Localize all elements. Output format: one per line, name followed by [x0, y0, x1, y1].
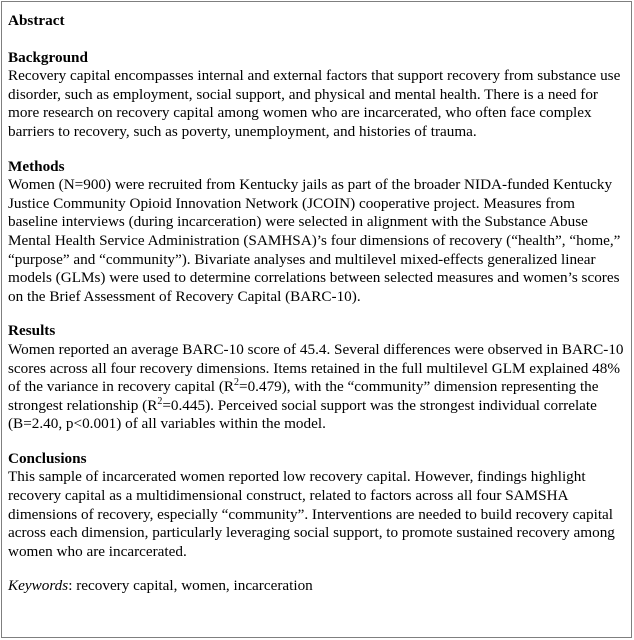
background-heading: Background: [8, 48, 88, 66]
keywords-text: recovery capital, women, incarceration: [76, 577, 313, 595]
results-text: [8, 341, 628, 434]
keywords-separator: :: [68, 577, 77, 595]
conclusions-text: This sample of incarcerated women reported low recovery capital. However, findings highlight recovery capital as a multidimensional construct, related to factors across all four SAMSHA dimensions of recovery, especially “community”. Interventions are needed to build recovery capital across each dimension, particularly leveraging social support, to promote sustained recovery among women who are incarcerated.: [8, 468, 615, 560]
keywords-line: [8, 577, 628, 596]
conclusions-section: [8, 450, 628, 562]
abstract-document: [8, 12, 628, 596]
methods-section: [8, 158, 628, 307]
results-heading: Results: [8, 322, 56, 340]
abstract-title: Abstract: [8, 12, 65, 29]
methods-text: Women (N=900) were recruited from Kentucky jails as part of the broader NIDA-funded Kentucky Justice Community Opioid Innovation Network (JCOIN) cooperative project. Measures from baseline interviews (during incarceration) were selected in alignment with the Substance Abuse Mental Health Service Administration (SAMHSA)’s four dimensions of recovery (“health”, “home,” “purpose” and “community”). Bivariate analyses and multilevel mixed-effects generalized linear models (GLMs) were used to determine correlations between selected measures and women’s scores on the Brief Assessment of Recovery Capital (BARC-10).: [8, 176, 621, 305]
results-superscript-2: 2: [157, 395, 163, 407]
results-text-part2: =0.479), with the “community” dimension representing the strongest relationship (R: [8, 378, 599, 414]
results-text-part3: =0.445). Perceived social support was the strongest individual correlate (B=2.40, p<0.001) of all variables within the model.: [8, 396, 597, 433]
background-text: Recovery capital encompasses internal and external factors that support recovery from substance use disorder, such as employment, social support, and physical and mental health. There is a need for more research on recovery capital among women who are incarcerated, who often face complex barriers to recovery, such as poverty, unemployment, and histories of trauma.: [8, 67, 621, 140]
keywords-label: Keywords: [8, 577, 69, 595]
conclusions-heading: Conclusions: [8, 449, 87, 467]
methods-heading: Methods: [8, 157, 65, 175]
results-text-part1: Women reported an average BARC-10 score of 45.4. Several differences were observed in BARC-10 scores across all four recovery dimensions. Items retained in the full multilevel GLM explained 48% of the variance in recovery capital (R: [8, 340, 624, 396]
background-section: [8, 49, 628, 142]
results-superscript-1: 2: [234, 377, 240, 389]
results-section: [8, 322, 628, 434]
